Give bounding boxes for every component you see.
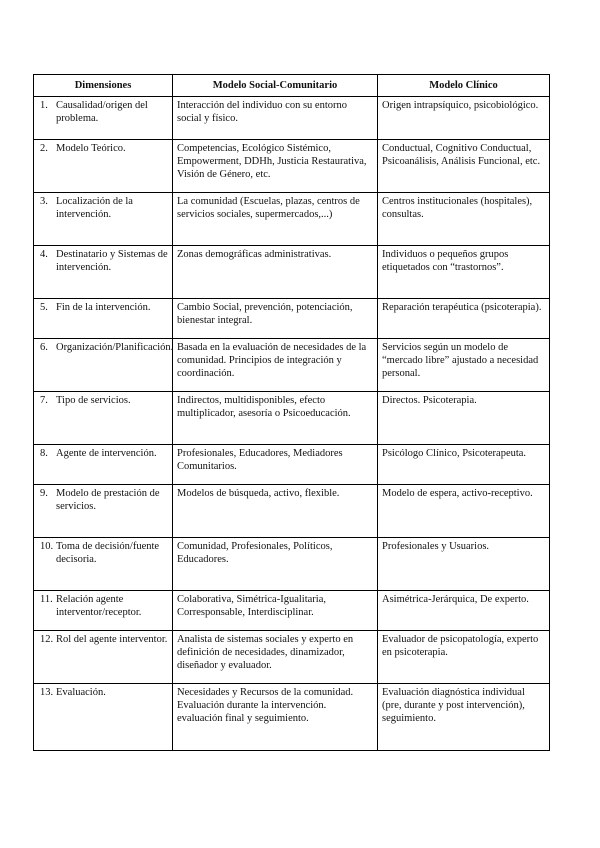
dimension-label: Destinatario y Sistemas de intervención. (56, 249, 168, 273)
dimension-cell (34, 339, 173, 392)
row-number: 4. (40, 249, 48, 260)
dimension-cell (34, 392, 173, 445)
header-modelo-social: Modelo Social-Comunitario (173, 75, 378, 97)
row-number: 2. (40, 143, 48, 154)
header-row (34, 75, 550, 97)
dimension-label: Tipo de servicios. (56, 395, 131, 406)
dimension-wrap (40, 447, 168, 460)
header-dimensiones: Dimensiones (34, 75, 173, 97)
dimension-wrap (40, 99, 168, 125)
social-model-cell: Competencias, Ecológico Sistémico, Empowerment, DDHh, Justicia Restaurativa, Visión de Género, etc. (173, 140, 378, 193)
social-model-cell: Colaborativa, Simétrica-Igualitaria, Corresponsable, Interdisciplinar. (173, 591, 378, 631)
row-number: 13. (40, 687, 54, 698)
clinical-model-cell: Origen intrapsíquico, psicobiológico. (378, 97, 550, 140)
row-number: 1. (40, 100, 48, 111)
row-number: 12. (40, 634, 54, 645)
comparison-table (33, 74, 550, 751)
dimension-cell (34, 485, 173, 538)
dimension-wrap (40, 686, 168, 699)
clinical-model-cell: Reparación terapéutica (psicoterapia). (378, 299, 550, 339)
row-number: 9. (40, 488, 48, 499)
clinical-model-cell: Individuos o pequeños grupos etiquetados con “trastornos”. (378, 246, 550, 299)
clinical-model-cell: Servicios según un modelo de “mercado libre” ajustado a necesidad personal. (378, 339, 550, 392)
table-row (34, 684, 550, 751)
table-row (34, 392, 550, 445)
row-number: 6. (40, 342, 48, 353)
dimension-cell (34, 246, 173, 299)
dimension-label: Relación agente interventor/receptor. (56, 594, 142, 618)
table-row (34, 140, 550, 193)
social-model-cell: Indirectos, multidisponibles, efecto multiplicador, asesoría o Psicoeducación. (173, 392, 378, 445)
table-header (34, 75, 550, 97)
table-row (34, 445, 550, 485)
social-model-cell: Necesidades y Recursos de la comunidad. Evaluación durante la intervención. evaluación final y seguimiento. (173, 684, 378, 751)
clinical-model-cell: Directos. Psicoterapia. (378, 392, 550, 445)
dimension-wrap (40, 593, 168, 619)
clinical-model-cell: Evaluación diagnóstica individual (pre, durante y post intervención), seguimiento. (378, 684, 550, 751)
table-row (34, 193, 550, 246)
header-modelo-clinico: Modelo Clínico (378, 75, 550, 97)
table-row (34, 299, 550, 339)
clinical-model-cell: Centros institucionales (hospitales), consultas. (378, 193, 550, 246)
dimension-wrap (40, 540, 168, 566)
dimension-label: Modelo Teórico. (56, 143, 126, 154)
dimension-wrap (40, 301, 168, 314)
dimension-label: Organización/Planificación. (56, 342, 174, 353)
social-model-cell: Comunidad, Profesionales, Políticos, Educadores. (173, 538, 378, 591)
dimension-label: Rol del agente interventor. (56, 634, 168, 645)
dimension-cell (34, 445, 173, 485)
dimension-wrap (40, 341, 174, 354)
dimension-cell (34, 591, 173, 631)
dimension-cell (34, 538, 173, 591)
dimension-label: Causalidad/origen del problema. (56, 100, 148, 124)
dimension-wrap (40, 195, 168, 221)
dimension-label: Agente de intervención. (56, 448, 157, 459)
dimension-label: Localización de la intervención. (56, 196, 133, 220)
dimension-cell (34, 193, 173, 246)
dimension-cell (34, 684, 173, 751)
dimension-cell (34, 299, 173, 339)
row-number: 5. (40, 302, 48, 313)
row-number: 8. (40, 448, 48, 459)
social-model-cell: Cambio Social, prevención, potenciación, bienestar integral. (173, 299, 378, 339)
clinical-model-cell: Evaluador de psicopatología, experto en psicoterapia. (378, 631, 550, 684)
social-model-cell: Zonas demográficas administrativas. (173, 246, 378, 299)
dimension-label: Evaluación. (56, 687, 106, 698)
dimension-cell (34, 631, 173, 684)
dimension-wrap (40, 633, 168, 646)
dimension-cell (34, 97, 173, 140)
dimension-cell (34, 140, 173, 193)
social-model-cell: Basada en la evaluación de necesidades de la comunidad. Principios de integración y coordinación. (173, 339, 378, 392)
row-number: 11. (40, 594, 53, 605)
clinical-model-cell: Psicólogo Clínico, Psicoterapeuta. (378, 445, 550, 485)
clinical-model-cell: Asimétrica-Jerárquica, De experto. (378, 591, 550, 631)
dimension-label: Toma de decisión/fuente decisoria. (56, 541, 160, 565)
table-row (34, 339, 550, 392)
social-model-cell: Interacción del individuo con su entorno social y físico. (173, 97, 378, 140)
table-row (34, 246, 550, 299)
table-row (34, 485, 550, 538)
social-model-cell: Analista de sistemas sociales y experto en definición de necesidades, dinamizador, diseñador y evaluador. (173, 631, 378, 684)
table-row (34, 97, 550, 140)
social-model-cell: La comunidad (Escuelas, plazas, centros de servicios sociales, supermercados,...) (173, 193, 378, 246)
dimension-label: Modelo de prestación de servicios. (56, 488, 160, 512)
dimension-wrap (40, 394, 168, 407)
row-number: 10. (40, 541, 54, 552)
row-number: 3. (40, 196, 48, 207)
table-body (34, 97, 550, 751)
table-row (34, 538, 550, 591)
dimension-wrap (40, 142, 168, 155)
dimension-label: Fin de la intervención. (56, 302, 151, 313)
social-model-cell: Profesionales, Educadores, Mediadores Comunitarios. (173, 445, 378, 485)
table-row (34, 631, 550, 684)
dimension-wrap (40, 248, 168, 274)
row-number: 7. (40, 395, 48, 406)
clinical-model-cell: Profesionales y Usuarios. (378, 538, 550, 591)
clinical-model-cell: Modelo de espera, activo-receptivo. (378, 485, 550, 538)
dimension-wrap (40, 487, 168, 513)
clinical-model-cell: Conductual, Cognitivo Conductual, Psicoanálisis, Análisis Funcional, etc. (378, 140, 550, 193)
table-row (34, 591, 550, 631)
social-model-cell: Modelos de búsqueda, activo, flexible. (173, 485, 378, 538)
